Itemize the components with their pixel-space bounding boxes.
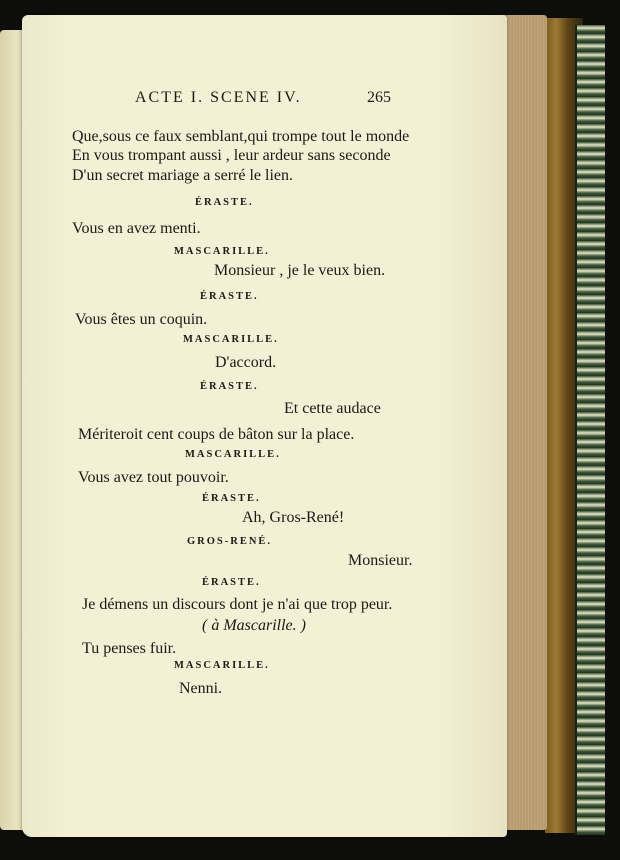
verse-line: En vous trompant aussi , leur ardeur sans seconde: [72, 147, 391, 164]
dialogue-line: Vous êtes un coquin.: [75, 311, 208, 328]
dialogue-line: Nenni.: [179, 680, 223, 697]
speaker-name: ÉRASTE.: [200, 381, 259, 392]
dialogue-line: Vous en avez menti.: [72, 220, 201, 237]
dialogue-line: D'accord.: [215, 354, 277, 371]
speaker-name: ÉRASTE.: [202, 493, 261, 504]
stage-direction: ( à Mascarille. ): [202, 617, 306, 634]
dialogue-line: Tu penses fuir.: [82, 640, 177, 657]
speaker-name: ÉRASTE.: [195, 197, 254, 208]
dialogue-line: Monsieur.: [348, 552, 413, 569]
previous-page-edge: [0, 30, 24, 830]
running-title: ACTE I. SCENE IV.: [135, 89, 302, 106]
dialogue-line: Vous avez tout pouvoir.: [78, 469, 229, 486]
verse-line: D'un secret mariage a serré le lien.: [72, 167, 293, 184]
speaker-name: ÉRASTE.: [202, 577, 261, 588]
verse-line: Que,sous ce faux semblant,qui trompe tout le monde: [72, 128, 410, 145]
dialogue-line: Et cette audace: [284, 400, 381, 417]
dialogue-line: Je démens un discours dont je n'ai que trop peur.: [82, 596, 393, 613]
dialogue-line: Ah, Gros-René!: [242, 509, 345, 526]
speaker-name: MASCARILLE.: [174, 246, 270, 257]
dialogue-line: Monsieur , je le veux bien.: [214, 262, 386, 279]
book-cover-spine: [575, 25, 605, 835]
speaker-name: MASCARILLE.: [174, 660, 270, 671]
speaker-name: MASCARILLE.: [185, 449, 281, 460]
page-number: 265: [367, 89, 391, 106]
speaker-name: MASCARILLE.: [183, 334, 279, 345]
speaker-name: ÉRASTE.: [200, 291, 259, 302]
dialogue-line: Mériteroit cent coups de bâton sur la place.: [78, 426, 355, 443]
book-page: [22, 15, 507, 837]
speaker-name: GROS-RENÉ.: [187, 536, 273, 547]
